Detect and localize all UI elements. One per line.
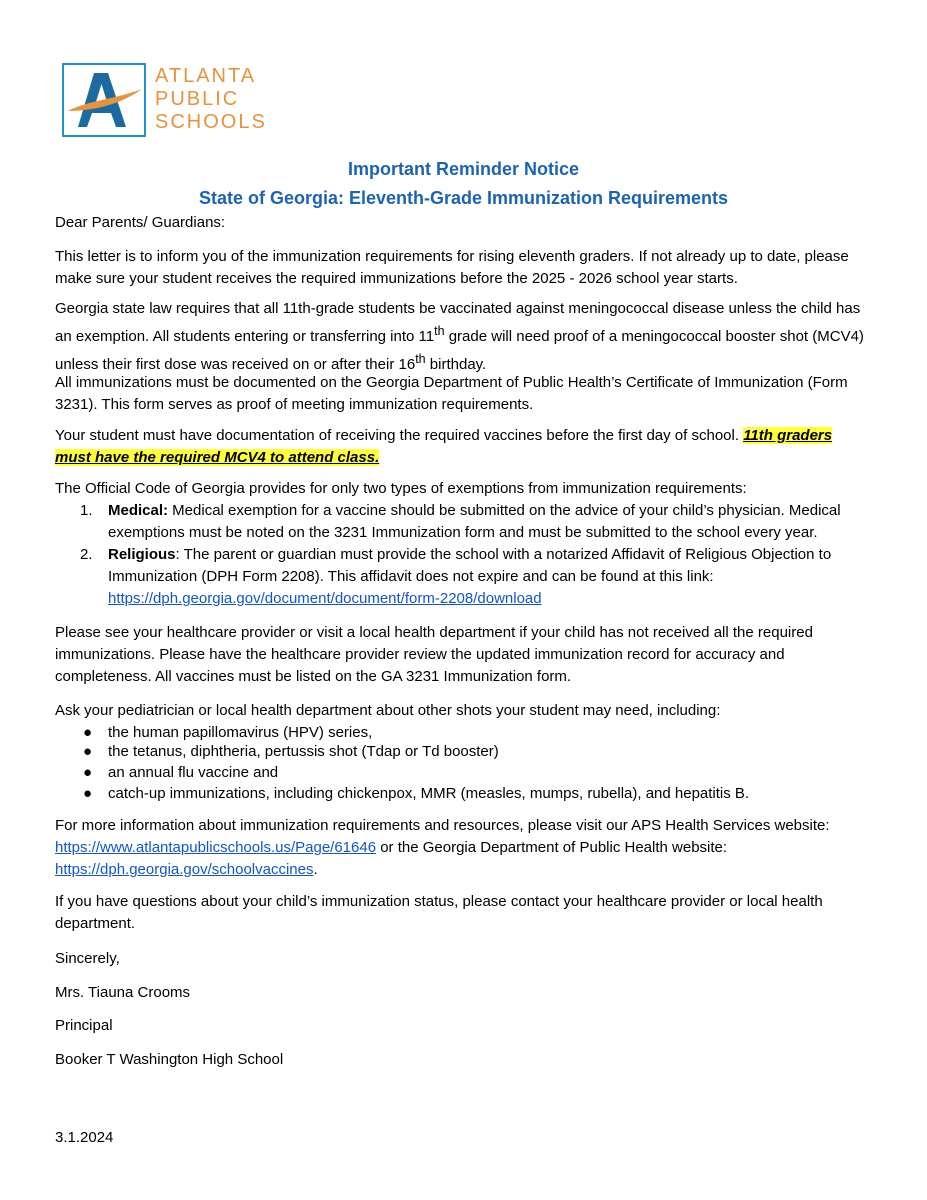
exemption-text: : The parent or guardian must provide the school with a notarized Affidavit of Religious Objection to Immunization (DPH Form 2208). This affidavit does not expire and can be found at this link: bbox=[108, 546, 832, 585]
exemption-label: Religious bbox=[108, 546, 176, 563]
paragraph-questions: If you have questions about your child’s immunization status, please contact your healthcare provider or local health department. bbox=[55, 893, 823, 932]
state-law-text-b: grade will need proof of a meningococcal booster shot (MCV4) unless their first dose was received on or after their 16 bbox=[55, 328, 864, 373]
list-item bbox=[80, 762, 870, 784]
aps-logo bbox=[62, 63, 272, 139]
notice-title: Important Reminder Notice bbox=[347, 159, 580, 179]
superscript-th: th bbox=[415, 352, 426, 366]
form-2208-link[interactable]: https://dph.georgia.gov/document/document/form-2208/download bbox=[108, 590, 542, 607]
more-info-text-b: or the Georgia Department of Public Health website: bbox=[376, 839, 728, 856]
signer-role: Principal bbox=[55, 1017, 113, 1034]
bullet-text: an annual flu vaccine and bbox=[108, 764, 279, 781]
exemption-item-religious bbox=[80, 544, 870, 610]
letter-date: 3.1.2024 bbox=[55, 1129, 114, 1146]
bullet-icon: ● bbox=[83, 785, 93, 802]
logo-wordmark bbox=[155, 65, 267, 134]
logo-emblem bbox=[62, 63, 146, 137]
state-law-text-a: Georgia state law requires that all 11th-grade students be vaccinated against meningococcal disease unless the child has an exemption. All students entering or transferring into 11 bbox=[55, 300, 861, 345]
list-item bbox=[80, 783, 870, 805]
exemption-label: Medical: bbox=[108, 502, 169, 519]
signer-name: Mrs. Tiauna Crooms bbox=[55, 984, 191, 1001]
bullet-icon: ● bbox=[83, 743, 93, 760]
more-info-text-c: . bbox=[313, 861, 318, 878]
paragraph-healthcare: Please see your healthcare provider or visit a local health department if your child has not received all the required immunizations. Please have the healthcare provider review the updated immunization record for accuracy and completeness. All vaccines must be listed on the GA 3231 Immunization form. bbox=[55, 624, 813, 685]
more-info-text-a: For more information about immunization requirements and resources, please visit our APS Health Services website: bbox=[55, 817, 830, 834]
paragraph-exemptions-intro: The Official Code of Georgia provides for only two types of exemptions from immunization requirements: bbox=[55, 480, 747, 497]
list-item bbox=[80, 741, 870, 763]
logo-line-schools: SCHOOLS bbox=[155, 111, 267, 133]
exemption-number: 2. bbox=[80, 546, 93, 563]
logo-letter-a-icon bbox=[64, 65, 144, 135]
closing: Sincerely, bbox=[55, 950, 120, 967]
paragraph-intro: This letter is to inform you of the immunization requirements for rising eleventh graders. If not already up to date, please make sure your student receives the required immunizations before the 2025 - 2026 school year starts. bbox=[55, 248, 849, 287]
paragraph-more-info bbox=[55, 815, 870, 881]
notice-subtitle: State of Georgia: Eleventh-Grade Immunization Requirements bbox=[198, 188, 729, 208]
bullet-icon: ● bbox=[83, 764, 93, 781]
logo-line-public: PUBLIC bbox=[155, 88, 240, 110]
greeting: Dear Parents/ Guardians: bbox=[55, 214, 226, 231]
bullet-icon: ● bbox=[83, 724, 93, 741]
exemption-text: Medical exemption for a vaccine should be submitted on the advice of your child’s physician. Medical exemptions must be noted on the 3231 Immunization form and must be submitted to the school every year. bbox=[108, 502, 841, 541]
aps-health-services-link[interactable]: https://www.atlantapublicschools.us/Page/61646 bbox=[55, 839, 377, 856]
bullet-text: the human papillomavirus (HPV) series, bbox=[108, 724, 373, 741]
requirement-text: Your student must have documentation of receiving the required vaccines before the first day of school. bbox=[55, 427, 744, 444]
exemption-item-medical bbox=[80, 500, 870, 544]
bullet-text: catch-up immunizations, including chickenpox, MMR (measles, mumps, rubella), and hepatitis B. bbox=[108, 785, 750, 802]
state-law-text-c: birthday. bbox=[425, 356, 487, 373]
school-name: Booker T Washington High School bbox=[55, 1051, 284, 1068]
superscript-th: th bbox=[434, 324, 445, 338]
dph-school-vaccines-link[interactable]: https://dph.georgia.gov/schoolvaccines bbox=[55, 861, 314, 878]
bullet-text: the tetanus, diphtheria, pertussis shot (Tdap or Td booster) bbox=[108, 743, 499, 760]
exemption-number: 1. bbox=[80, 502, 93, 519]
logo-line-atlanta: ATLANTA bbox=[155, 65, 257, 87]
paragraph-state-law bbox=[55, 298, 870, 376]
paragraph-other-shots: Ask your pediatrician or local health department about other shots your student may need, including: bbox=[55, 702, 721, 719]
paragraph-requirement bbox=[55, 425, 870, 469]
highlighted-requirement: 11th graders must have the required MCV4 to attend class. bbox=[55, 427, 833, 466]
paragraph-documentation: All immunizations must be documented on the Georgia Department of Public Health’s Certificate of Immunization (Form 3231). This form serves as proof of meeting immunization requirements. bbox=[55, 374, 848, 413]
